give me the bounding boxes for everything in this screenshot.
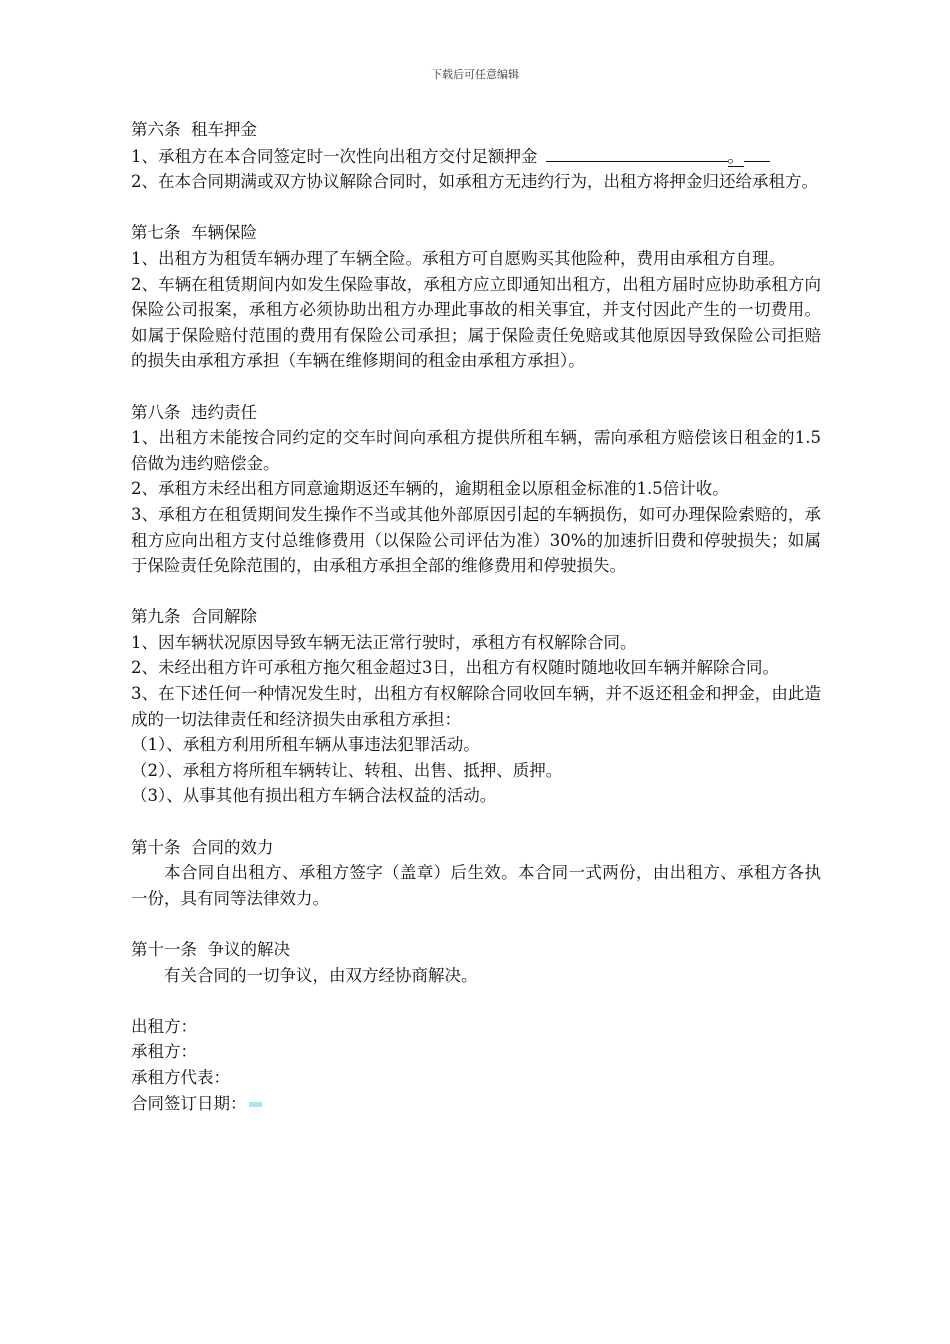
clause-paragraph: 3、承租方在租赁期间发生操作不当或其他外部原因引起的车辆损伤，如可办理保险索赔的，承租方应向出租方支付总维修费用（以保险公司评估为准）30%的加速折旧费和停驶损失；如属于保险责任免除范围的，由承租方承担全部的维修费用和停驶损失。 xyxy=(131,504,821,576)
clause-paragraph: 2、承租方未经出租方同意逾期返还车辆的，逾期租金以原租金标准的1.5倍计收。 xyxy=(131,479,729,499)
lessee-rep-signature-label: 承租方代表： xyxy=(131,1067,230,1087)
clause-subitem: （3）、从事其他有损出租方车辆合法权益的活动。 xyxy=(131,786,497,806)
clause-subitem: （1）、承租方利用所租车辆从事违法犯罪活动。 xyxy=(131,735,480,755)
section-title: 第十条 合同的效力 xyxy=(131,837,274,857)
section-title: 第八条 违约责任 xyxy=(131,402,257,422)
cursor-highlight-mark xyxy=(249,1102,262,1107)
section-dispute xyxy=(131,937,821,988)
clause-paragraph: 1、出租方为租赁车辆办理了车辆全险。承租方可自愿购买其他险种，费用由承租方自理。 xyxy=(131,248,785,268)
section-termination xyxy=(131,604,821,809)
lessor-signature-label: 出租方： xyxy=(131,1016,197,1036)
clause-paragraph: 2、在本合同期满或双方协议解除合同时，如承租方无违约行为，出租方将押金归还给承租方。 xyxy=(131,172,818,192)
blank-tail-line xyxy=(744,143,770,162)
clause-paragraph: 有关合同的一切争议，由双方经协商解决。 xyxy=(164,965,478,985)
contract-body xyxy=(131,117,821,1116)
page-header: 下载后可任意编辑 xyxy=(431,68,519,81)
blank-period: 。 xyxy=(727,146,744,166)
clause-paragraph: 3、在下述任何一种情况发生时，出租方有权解除合同收回车辆，并不返还租金和押金，由此造成的一切法律责任和经济损失由承租方承担： xyxy=(131,684,821,729)
sign-date-line xyxy=(131,1091,821,1117)
clause-subitem: （2）、承租方将所租车辆转让、转租、出售、抵押、质押。 xyxy=(131,760,563,780)
clause-text: 1、承租方在本合同签定时一次性向出租方交付足额押金 xyxy=(131,146,538,166)
section-liability xyxy=(131,400,821,579)
lessee-signature-label: 承租方： xyxy=(131,1042,197,1062)
clause-paragraph: 2、未经出租方许可承租方拖欠租金超过3日，出租方有权随时随地收回车辆并解除合同。 xyxy=(131,658,779,678)
clause-paragraph xyxy=(131,143,821,170)
clause-paragraph: 1、因车辆状况原因导致车辆无法正常行驶时，承租方有权解除合同。 xyxy=(131,632,637,652)
section-title: 第九条 合同解除 xyxy=(131,607,257,627)
section-effect xyxy=(131,835,821,912)
clause-paragraph: 2、车辆在租赁期间内如发生保险事故，承租方应立即通知出租方，出租方届时应协助承租方向保险公司报案，承租方必须协助出租方办理此事故的相关事宜，并支付因此产生的一切费用。如属于保险赔付范围的费用有保险公司承担；属于保险责任免赔或其他原因导致保险公司拒赔的损失由承租方承担（车辆在维修期间的租金由承租方承担）。 xyxy=(131,274,821,371)
section-title: 第六条 租车押金 xyxy=(131,120,257,139)
signature-block xyxy=(131,1014,821,1116)
clause-paragraph: 本合同自出租方、承租方签字（盖章）后生效。本合同一式两份，由出租方、承租方各执一份，具有同等法律效力。 xyxy=(131,863,821,908)
section-title: 第十一条 争议的解决 xyxy=(131,940,290,959)
sign-date-label: 合同签订日期： xyxy=(131,1093,247,1113)
clause-paragraph: 1、出租方未能按合同约定的交车时间向承租方提供所租车辆，需向承租方赔偿该日租金的1.5倍做为违约赔偿金。 xyxy=(131,428,821,473)
section-title: 第七条 车辆保险 xyxy=(131,223,257,243)
deposit-amount-blank xyxy=(546,143,728,162)
section-deposit xyxy=(131,117,821,195)
section-insurance xyxy=(131,220,821,374)
